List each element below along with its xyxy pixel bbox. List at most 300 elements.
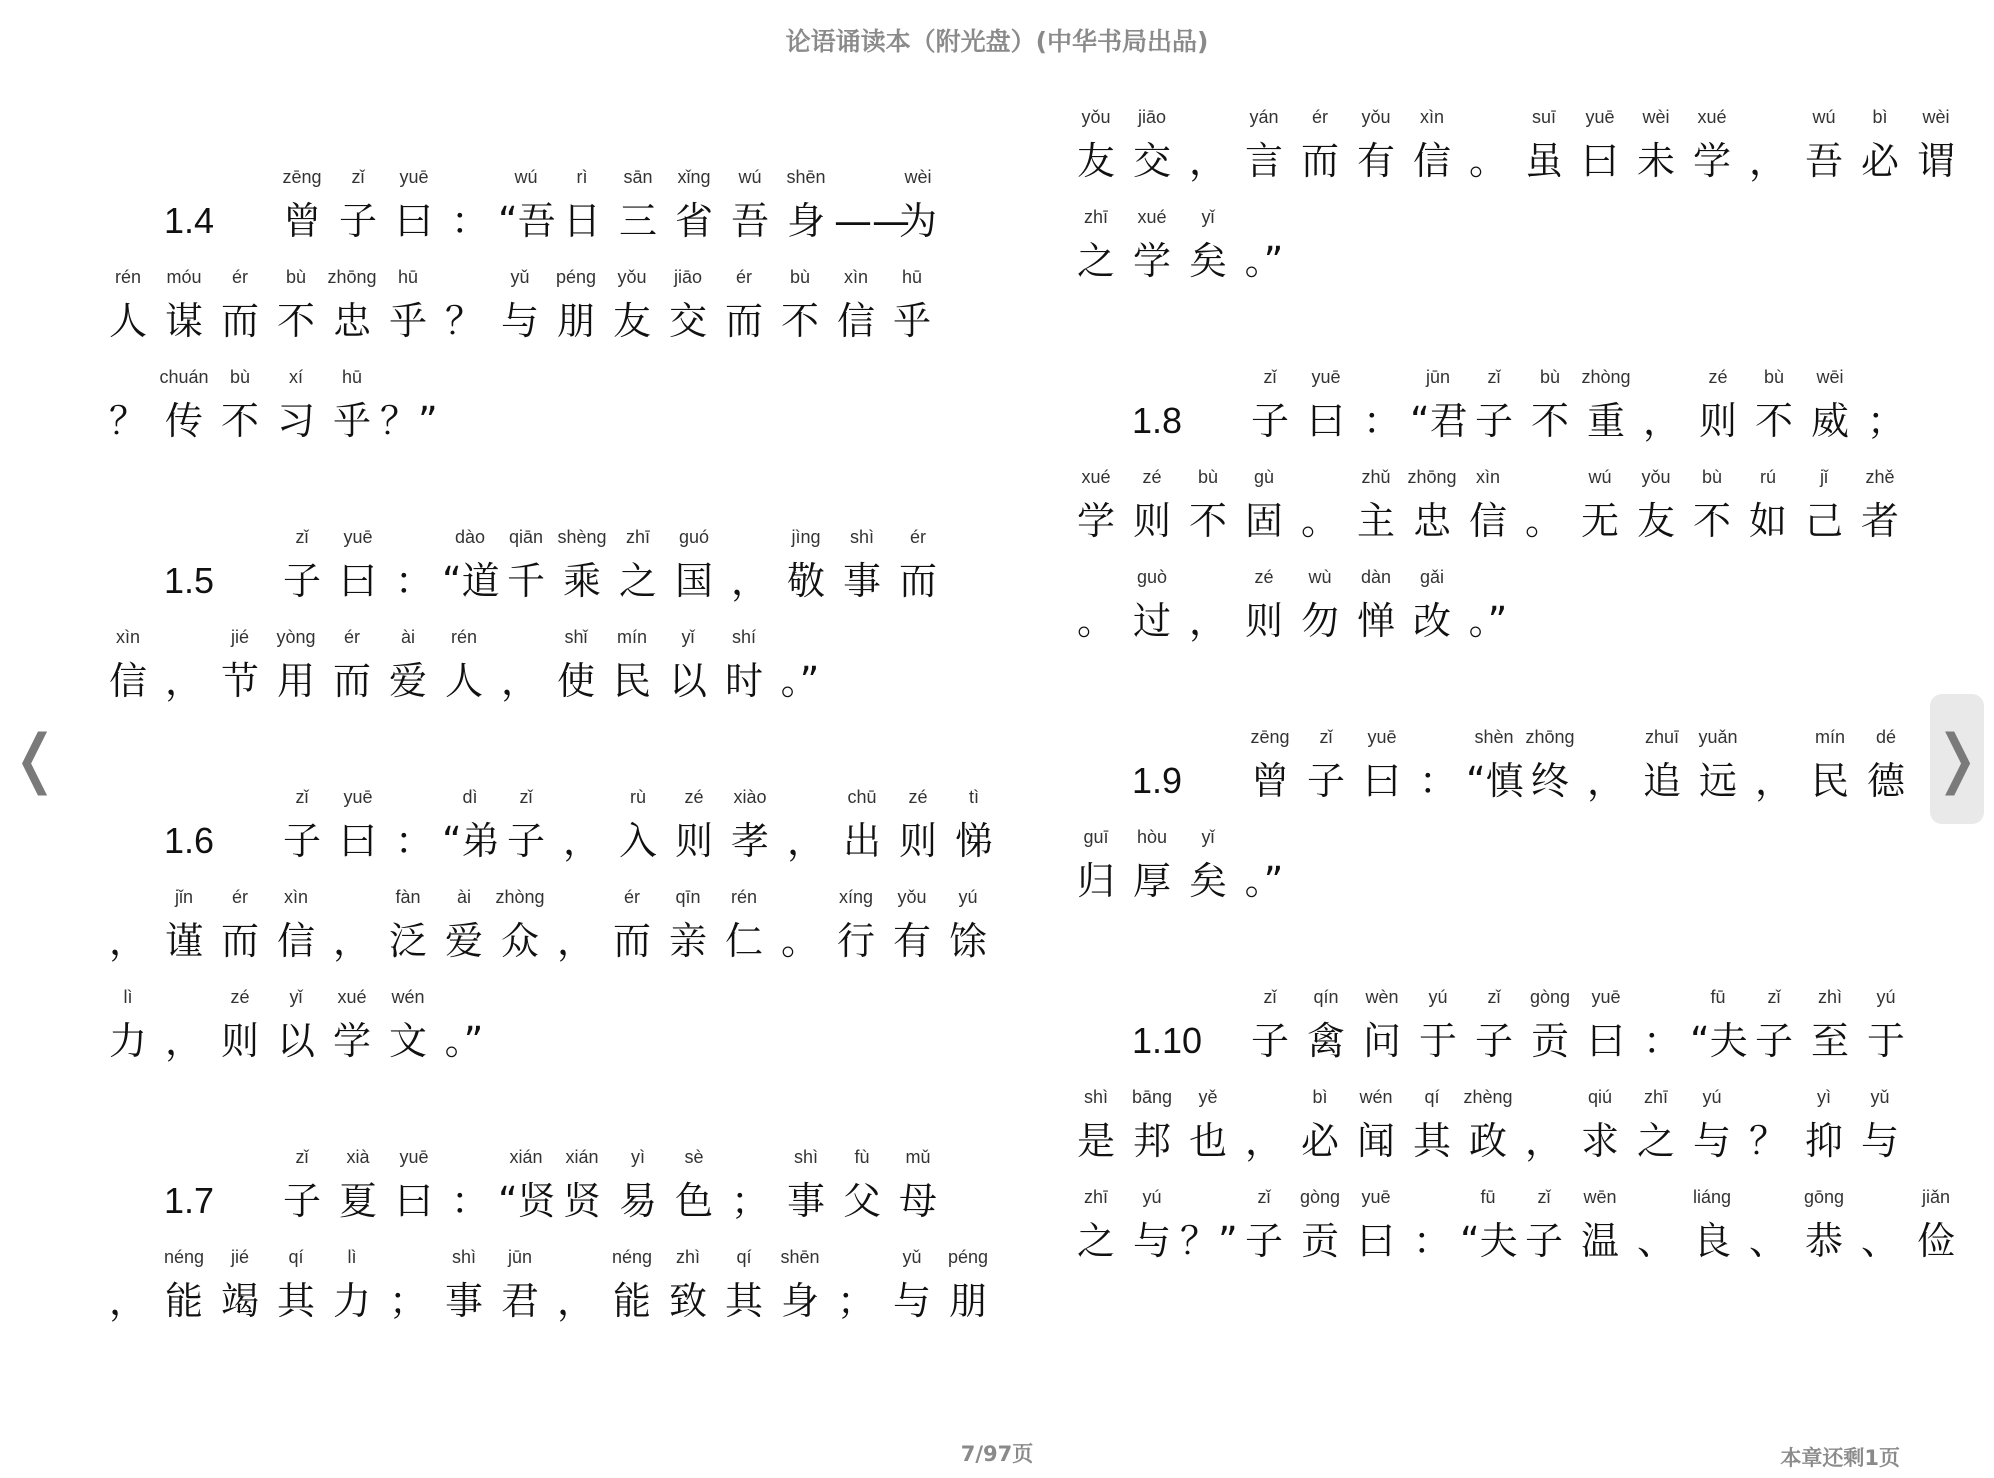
- hanzi: 民: [612, 659, 651, 703]
- pinyin: yú: [1428, 987, 1448, 1007]
- hanzi: 勿: [1300, 599, 1339, 643]
- hanzi: 良: [1692, 1219, 1731, 1263]
- pinyin: yǐ: [1201, 827, 1215, 847]
- pinyin: ér: [735, 267, 752, 287]
- hanzi: 朋: [556, 299, 595, 343]
- pinyin: fū: [1710, 987, 1726, 1007]
- pinyin: zhuī: [1644, 727, 1680, 747]
- pinyin: xíng: [838, 887, 874, 907]
- ruby-char: [330, 520, 386, 620]
- pinyin: zǐ: [295, 527, 309, 547]
- hanzi: 出: [842, 819, 881, 863]
- hanzi: 温: [1580, 1219, 1619, 1263]
- hanzi: ；: [836, 1279, 875, 1323]
- pinyin: yǐ: [289, 987, 303, 1007]
- pinyin: xué: [337, 987, 367, 1007]
- hanzi: 贡: [1300, 1219, 1339, 1263]
- pinyin: yòng: [276, 627, 316, 647]
- pinyin: rú: [1759, 467, 1776, 487]
- hanzi: 交: [1132, 139, 1171, 183]
- hanzi: ？: [108, 399, 147, 443]
- hanzi: ，: [164, 1019, 203, 1063]
- hanzi: ？”: [380, 399, 438, 443]
- hanzi: ，: [332, 919, 371, 963]
- hanzi: 人: [444, 659, 483, 703]
- pinyin: ér: [231, 267, 248, 287]
- hanzi: 而: [612, 919, 651, 963]
- hanzi: 。”: [1244, 859, 1284, 903]
- hanzi: “慎: [1466, 759, 1524, 803]
- pinyin: wú: [514, 167, 538, 187]
- chapter-remaining: 本章还剩1页: [1780, 1446, 1900, 1470]
- pinyin: yǒu: [1081, 107, 1111, 127]
- pinyin: shì: [1083, 1087, 1108, 1107]
- hanzi: ，: [1586, 759, 1625, 803]
- pinyin: zhōng: [1525, 727, 1575, 747]
- hanzi: ，: [730, 559, 769, 603]
- ruby-char: [884, 260, 940, 360]
- hanzi: ：: [1418, 759, 1457, 803]
- hanzi: 。: [1076, 599, 1115, 643]
- hanzi: 也: [1188, 1119, 1227, 1163]
- hanzi: 其: [724, 1279, 763, 1323]
- pinyin: péng: [555, 267, 597, 287]
- hanzi: 其: [1412, 1119, 1451, 1163]
- pinyin: zǐ: [519, 787, 533, 807]
- ruby-char: [1460, 460, 1516, 560]
- hanzi: 之: [1636, 1119, 1675, 1163]
- hanzi: 事: [842, 559, 881, 603]
- hanzi: 求: [1580, 1119, 1619, 1163]
- pinyin: zé: [1254, 567, 1274, 587]
- pinyin: zǐ: [351, 167, 365, 187]
- hanzi: 过: [1132, 599, 1171, 643]
- hanzi: 必: [1300, 1119, 1339, 1163]
- hanzi: 虽: [1524, 139, 1563, 183]
- hanzi: 夏: [338, 1179, 377, 1223]
- pinyin: xí: [288, 367, 303, 387]
- pinyin: qiān: [508, 527, 544, 547]
- ruby-char: [436, 980, 492, 1080]
- pinyin: lì: [123, 987, 133, 1007]
- hanzi: ；: [388, 1279, 427, 1323]
- hanzi: 学: [332, 1019, 371, 1063]
- hanzi: 。”: [780, 659, 820, 703]
- pinyin: qīn: [675, 887, 701, 907]
- hanzi: 三: [618, 199, 657, 243]
- pinyin: bù: [1197, 467, 1219, 487]
- hanzi: 谓: [1916, 139, 1955, 183]
- hanzi: 未: [1636, 139, 1675, 183]
- ruby-char: [1802, 360, 1858, 460]
- ruby-char: [1124, 560, 1180, 660]
- ruby-char: [330, 780, 386, 880]
- pinyin: yuē: [343, 787, 373, 807]
- hanzi: 以: [668, 659, 707, 703]
- verse-number: 1.5: [164, 560, 215, 601]
- hanzi: 如: [1748, 499, 1787, 543]
- hanzi: ，: [108, 919, 147, 963]
- hanzi: 信: [276, 919, 315, 963]
- hanzi: “弟: [442, 819, 500, 863]
- hanzi: “道: [442, 559, 500, 603]
- hanzi: 子: [506, 819, 545, 863]
- hanzi: 事: [444, 1279, 483, 1323]
- hanzi: 用: [276, 659, 315, 703]
- hanzi: 子: [1474, 1019, 1513, 1063]
- pinyin: ài: [456, 887, 471, 907]
- pinyin: wēi: [1816, 367, 1844, 387]
- hanzi: 乎: [388, 299, 427, 343]
- hanzi: 文: [388, 1019, 427, 1063]
- hanzi: 忠: [1412, 499, 1451, 543]
- hanzi: 孝: [730, 819, 769, 863]
- hanzi: 威: [1810, 399, 1849, 443]
- hanzi: 学: [1076, 499, 1115, 543]
- hanzi: 惮: [1356, 599, 1395, 643]
- ruby-char: [1796, 1180, 1852, 1280]
- hanzi: ，: [1188, 139, 1227, 183]
- hanzi: 爱: [444, 919, 483, 963]
- hanzi: 民: [1810, 759, 1849, 803]
- hanzi: 身: [780, 1279, 819, 1323]
- hanzi: 能: [612, 1279, 651, 1323]
- hanzi: ：: [450, 1179, 489, 1223]
- pinyin: hòu: [1136, 827, 1168, 847]
- pinyin: shǐ: [564, 627, 588, 647]
- ruby-char: [380, 260, 436, 360]
- pinyin: yuē: [1591, 987, 1621, 1007]
- hanzi: 归: [1076, 859, 1115, 903]
- hanzi: 贡: [1530, 1019, 1569, 1063]
- pinyin: jūn: [1425, 367, 1451, 387]
- pinyin: ér: [231, 887, 248, 907]
- pinyin: bù: [1763, 367, 1785, 387]
- ruby-char: [492, 1240, 548, 1340]
- pinyin: shèng: [557, 527, 607, 547]
- pinyin: wú: [738, 167, 762, 187]
- ruby-char: [1690, 720, 1746, 820]
- hanzi: 不: [780, 299, 819, 343]
- hanzi: 俭: [1916, 1219, 1955, 1263]
- pinyin: zǐ: [1487, 367, 1501, 387]
- pinyin: xué: [1137, 207, 1167, 227]
- next-page-button[interactable]: [1930, 694, 1984, 824]
- pinyin: jiǎn: [1921, 1187, 1951, 1207]
- hanzi: 色: [674, 1179, 713, 1223]
- pinyin: gù: [1253, 467, 1275, 487]
- hanzi: ，: [108, 1279, 147, 1323]
- hanzi: 行: [836, 919, 875, 963]
- pinyin: yǒu: [897, 887, 927, 907]
- pinyin: zēng: [1250, 727, 1290, 747]
- hanzi: 信: [1468, 499, 1507, 543]
- hanzi: 与: [892, 1279, 931, 1323]
- pinyin: bù: [1539, 367, 1561, 387]
- hanzi: ：: [1412, 1219, 1451, 1263]
- hanzi: 而: [220, 299, 259, 343]
- pinyin: shēn: [780, 1247, 820, 1267]
- hanzi: 子: [1306, 759, 1345, 803]
- ruby-char: [324, 360, 380, 460]
- pinyin: rì: [576, 167, 588, 187]
- hanzi: 而: [724, 299, 763, 343]
- pinyin: fū: [1480, 1187, 1496, 1207]
- hanzi: 。: [1300, 499, 1339, 543]
- pinyin: zhě: [1865, 467, 1895, 487]
- pinyin: zǐ: [1263, 367, 1277, 387]
- verse-number: 1.7: [164, 1180, 215, 1221]
- hanzi: “贤: [498, 1179, 556, 1223]
- ruby-char: [1180, 820, 1236, 920]
- hanzi: 曰: [394, 199, 433, 243]
- pinyin: fàn: [395, 887, 421, 907]
- pinyin: shì: [793, 1147, 818, 1167]
- hanzi: 有: [892, 919, 931, 963]
- pinyin: jié: [230, 627, 249, 647]
- hanzi: 主: [1356, 499, 1395, 543]
- hanzi: 与: [1132, 1219, 1171, 1263]
- ruby-char: [1180, 1080, 1236, 1180]
- pinyin: yǔ: [1870, 1087, 1890, 1107]
- hanzi: 曰: [338, 819, 377, 863]
- pinyin: bì: [1312, 1087, 1328, 1107]
- hanzi: 其: [276, 1279, 315, 1323]
- hanzi: ？: [444, 299, 483, 343]
- pinyin: yú: [1876, 987, 1896, 1007]
- pinyin: hū: [397, 267, 419, 287]
- hanzi: “君: [1410, 399, 1468, 443]
- ruby-char: [1852, 460, 1908, 560]
- hanzi: 以: [276, 1019, 315, 1063]
- hanzi: 恭: [1804, 1219, 1843, 1263]
- hanzi: 谨: [164, 919, 203, 963]
- pinyin: xìn: [115, 627, 140, 647]
- chevron-left-icon: ❬: [8, 722, 62, 796]
- pinyin: shēn: [786, 167, 826, 187]
- ruby-char: [1236, 460, 1292, 560]
- pinyin: bù: [1701, 467, 1723, 487]
- ruby-char: [380, 980, 436, 1080]
- hanzi: 节: [220, 659, 259, 703]
- pinyin: yǐ: [1201, 207, 1215, 227]
- hanzi: 泛: [388, 919, 427, 963]
- hanzi: 谋: [164, 299, 203, 343]
- hanzi: 致: [668, 1279, 707, 1323]
- hanzi: 子: [282, 559, 321, 603]
- pinyin: yuē: [343, 527, 373, 547]
- hanzi: “夫: [1460, 1219, 1518, 1263]
- hanzi: 邦: [1132, 1119, 1171, 1163]
- left-page: [100, 0, 993, 1420]
- pinyin: zé: [1142, 467, 1162, 487]
- hanzi: 曾: [1250, 759, 1289, 803]
- pinyin: bāng: [1131, 1087, 1173, 1107]
- hanzi: 子: [1754, 1019, 1793, 1063]
- hanzi: 政: [1468, 1119, 1507, 1163]
- hanzi: 时: [724, 659, 763, 703]
- hanzi: 朋: [948, 1279, 987, 1323]
- pinyin: jǐ: [1820, 467, 1828, 487]
- hanzi: 乎: [892, 299, 931, 343]
- pinyin: ér: [909, 527, 926, 547]
- hanzi: 德: [1866, 759, 1905, 803]
- ruby-char: [1684, 1180, 1740, 1280]
- pinyin: yě: [1198, 1087, 1218, 1107]
- pinyin: yǒu: [617, 267, 647, 287]
- ruby-char: [1354, 720, 1410, 820]
- pinyin: zǐ: [1319, 727, 1333, 747]
- verse-number: 1.6: [164, 820, 215, 861]
- pinyin: yǐ: [681, 627, 695, 647]
- pinyin: néng: [611, 1247, 653, 1267]
- pinyin: zhī: [625, 527, 650, 547]
- pinyin: yuē: [1311, 367, 1341, 387]
- pinyin: wén: [1359, 1087, 1393, 1107]
- pinyin: ér: [623, 887, 640, 907]
- hanzi: 君: [500, 1279, 539, 1323]
- hanzi: ，: [786, 819, 825, 863]
- hanzi: ，: [164, 659, 203, 703]
- hanzi: 子: [338, 199, 377, 243]
- hanzi: 是: [1076, 1119, 1115, 1163]
- ruby-char: [1180, 200, 1236, 300]
- hanzi: 。: [1524, 499, 1563, 543]
- pinyin: zhì: [1817, 987, 1842, 1007]
- hanzi: 无: [1580, 499, 1619, 543]
- ruby-char: [940, 1240, 996, 1340]
- hanzi: 。”: [444, 1019, 484, 1063]
- pinyin: zhòng: [1581, 367, 1631, 387]
- pinyin: gòng: [1529, 987, 1571, 1007]
- hanzi: 抑: [1804, 1119, 1843, 1163]
- ruby-char: [1858, 720, 1914, 820]
- hanzi: 不: [276, 299, 315, 343]
- ruby-char: [940, 880, 996, 980]
- hanzi: ；: [1866, 399, 1905, 443]
- hanzi: 与: [1860, 1119, 1899, 1163]
- hanzi: 不: [1692, 499, 1731, 543]
- hanzi: ：: [1642, 1019, 1681, 1063]
- ruby-char: [498, 780, 554, 880]
- verse-number: 1.4: [164, 200, 215, 241]
- ruby-char: [716, 880, 772, 980]
- hanzi: “夫: [1690, 1019, 1748, 1063]
- hanzi: 远: [1698, 759, 1737, 803]
- hanzi: 而: [332, 659, 371, 703]
- pinyin: yú: [1142, 1187, 1162, 1207]
- pinyin: zhòng: [495, 887, 545, 907]
- hanzi: 不: [1530, 399, 1569, 443]
- pinyin: jié: [230, 1247, 249, 1267]
- hanzi: 事: [786, 1179, 825, 1223]
- hanzi: 、: [1748, 1219, 1787, 1263]
- hanzi: 馀: [948, 919, 987, 963]
- hanzi: 、: [1636, 1219, 1675, 1263]
- hanzi: 悌: [954, 819, 993, 863]
- pinyin: qiú: [1587, 1087, 1613, 1107]
- pinyin: fù: [854, 1147, 870, 1167]
- hanzi: 贤: [562, 1179, 601, 1223]
- pinyin: liáng: [1692, 1187, 1732, 1207]
- pinyin: mǔ: [905, 1147, 931, 1167]
- hanzi: 国: [674, 559, 713, 603]
- hanzi: 则: [674, 819, 713, 863]
- ruby-char: [1460, 560, 1516, 660]
- pinyin: zé: [908, 787, 928, 807]
- hanzi: 之: [1076, 1219, 1115, 1263]
- pinyin: guī: [1083, 827, 1109, 847]
- pinyin: yì: [630, 1147, 645, 1167]
- hanzi: 为: [898, 199, 937, 243]
- pinyin: jūn: [507, 1247, 533, 1267]
- hanzi: 曰: [1362, 759, 1401, 803]
- ruby-char: [1236, 200, 1292, 300]
- hanzi: 曰: [1356, 1219, 1395, 1263]
- pinyin: wú: [1812, 107, 1836, 127]
- hanzi: 力: [332, 1279, 371, 1323]
- hanzi: ——: [834, 199, 910, 243]
- book-title: 论语诵读本（附光盘）(中华书局出品): [785, 27, 1209, 56]
- hanzi: 厚: [1132, 859, 1171, 903]
- hanzi: 于: [1418, 1019, 1457, 1063]
- prev-page-button[interactable]: [8, 694, 62, 824]
- pinyin: néng: [163, 1247, 205, 1267]
- hanzi: ，: [1754, 759, 1793, 803]
- ruby-char: [778, 160, 834, 260]
- hanzi: 能: [164, 1279, 203, 1323]
- pinyin: dào: [454, 527, 486, 547]
- hanzi: ：: [450, 199, 489, 243]
- hanzi: 子: [1250, 1019, 1289, 1063]
- ruby-char: [722, 780, 778, 880]
- hanzi: 问: [1362, 1019, 1401, 1063]
- pinyin: yǒu: [1641, 467, 1671, 487]
- hanzi: 曰: [1580, 139, 1619, 183]
- pinyin: xiào: [733, 787, 767, 807]
- hanzi: 千: [506, 559, 545, 603]
- hanzi: 忠: [332, 299, 371, 343]
- pinyin: zhōng: [327, 267, 377, 287]
- hanzi: 闻: [1356, 1119, 1395, 1163]
- pinyin: jǐn: [174, 887, 193, 907]
- hanzi: 而: [220, 919, 259, 963]
- pinyin: zhī: [1643, 1087, 1668, 1107]
- ruby-char: [1124, 1180, 1180, 1280]
- ruby-char: [666, 1140, 722, 1240]
- hanzi: 与: [500, 299, 539, 343]
- hanzi: 不: [1188, 499, 1227, 543]
- pinyin: jìng: [791, 527, 821, 547]
- ruby-char: [1908, 1180, 1964, 1280]
- hanzi: 者: [1860, 499, 1899, 543]
- pinyin: suī: [1531, 107, 1556, 127]
- hanzi: ，: [1524, 1119, 1563, 1163]
- pinyin: guò: [1136, 567, 1168, 587]
- pinyin: rén: [730, 887, 757, 907]
- hanzi: 之: [618, 559, 657, 603]
- pinyin: péng: [947, 1247, 989, 1267]
- ruby-char: [1572, 1180, 1628, 1280]
- pinyin: chū: [847, 787, 877, 807]
- ruby-char: [324, 1240, 380, 1340]
- pinyin: xián: [509, 1147, 543, 1167]
- hanzi: 传: [164, 399, 203, 443]
- pinyin: sè: [684, 1147, 704, 1167]
- pinyin: qí: [1424, 1087, 1440, 1107]
- pinyin: zé: [1708, 367, 1728, 387]
- ruby-char: [1858, 360, 1914, 460]
